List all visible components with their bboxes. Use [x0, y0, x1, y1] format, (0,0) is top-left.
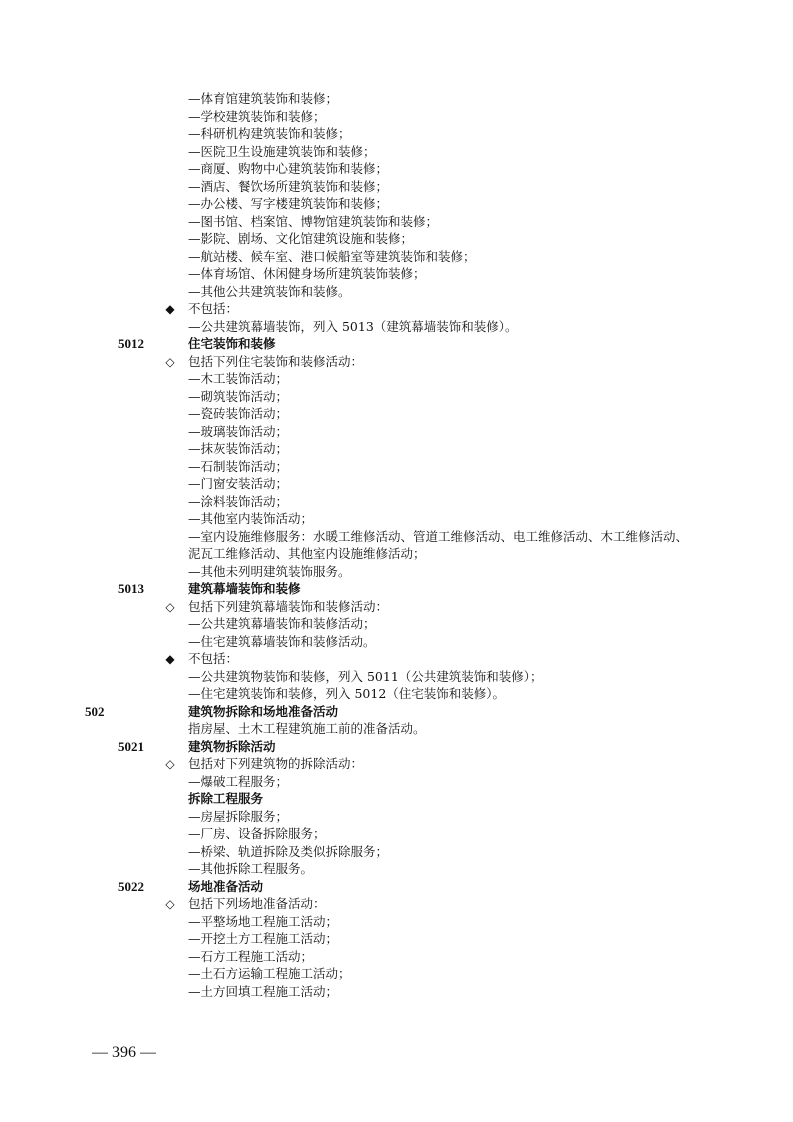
- entry-text: —爆破工程服务；: [188, 773, 289, 789]
- entry-line: [0, 475, 793, 493]
- entry-line: [0, 265, 793, 283]
- entry-line: [0, 685, 793, 703]
- category-heading-row: [0, 580, 793, 598]
- entry-line: [0, 563, 793, 581]
- entry-line: [0, 790, 793, 808]
- category-title: 住宅装饰和装修: [188, 336, 276, 351]
- entry-line: [0, 510, 793, 528]
- entry-line: [0, 318, 793, 336]
- entry-line: [0, 108, 793, 126]
- excludes-diamond-icon: ◆: [165, 652, 175, 666]
- entry-text: —开挖土方工程施工活动；: [188, 931, 339, 946]
- entry-text: —图书馆、档案馆、博物馆建筑装饰和装修；: [188, 213, 439, 229]
- entry-line: [0, 615, 793, 633]
- entry-text: 不包括：: [188, 651, 239, 666]
- category-code: 5021: [118, 738, 144, 754]
- sub-title: 拆除工程服务: [188, 791, 264, 806]
- entry-line: [0, 668, 793, 686]
- entry-text: —酒店、餐饮场所建筑装饰和装修；: [188, 178, 389, 194]
- entry-text: —石方工程施工活动；: [188, 948, 314, 964]
- entry-text: —科研机构建筑装饰和装修；: [188, 126, 351, 141]
- entry-line: [0, 283, 793, 301]
- entry-text: —平整场地工程施工活动；: [188, 913, 339, 929]
- entry-text: —木工装饰活动；: [188, 371, 289, 386]
- entry-line: [0, 370, 793, 388]
- includes-diamond-icon: ◇: [165, 757, 175, 771]
- category-code: 5022: [118, 878, 144, 894]
- entry-line: [0, 528, 793, 546]
- entry-text: —厂房、设备拆除服务；: [188, 826, 326, 841]
- entry-text: —体育馆建筑装饰和装修；: [188, 91, 339, 106]
- entry-line: [0, 423, 793, 441]
- page-number: — 396 —: [92, 1044, 156, 1061]
- entry-text: —涂料装饰活动；: [188, 493, 289, 509]
- entry-line: [0, 808, 793, 826]
- entry-line: [0, 213, 793, 231]
- entry-text: —体育场馆、休闲健身场所建筑装饰装修；: [188, 266, 426, 281]
- entry-text: —公共建筑物装饰和装修，列入 5011（公共建筑装饰和装修）；: [188, 668, 543, 684]
- entry-line: [0, 90, 793, 108]
- entry-line: [0, 860, 793, 878]
- entry-line: [0, 930, 793, 948]
- entry-text: —其他拆除工程服务。: [188, 861, 314, 876]
- excludes-diamond-icon: ◆: [165, 302, 175, 316]
- entry-text: 包括下列住宅装饰和装修活动：: [188, 353, 364, 369]
- category-title: 建筑幕墙装饰和装修: [188, 581, 301, 596]
- entry-line: [0, 755, 793, 773]
- entry-text: —医院卫生设施建筑装饰和装修；: [188, 143, 376, 159]
- includes-diamond-icon: ◇: [165, 897, 175, 911]
- entry-text: —砌筑装饰活动；: [188, 388, 289, 404]
- entry-text: —商厦、购物中心建筑装饰和装修；: [188, 161, 389, 176]
- entry-text: 包括下列建筑幕墙装饰和装修活动：: [188, 598, 389, 614]
- entry-text: —公共建筑幕墙装饰和装修活动；: [188, 616, 376, 631]
- entry-line: [0, 388, 793, 406]
- entry-text: —房屋拆除服务；: [188, 808, 289, 824]
- entry-line: [0, 353, 793, 371]
- entry-text: —航站楼、候车室、港口候船室等建筑装饰和装修；: [188, 248, 476, 264]
- entry-text: —抹灰装饰活动；: [188, 441, 289, 456]
- category-heading-row: [0, 738, 793, 756]
- includes-diamond-icon: ◇: [165, 599, 175, 614]
- entry-line: [0, 178, 793, 196]
- entry-text: —瓷砖装饰活动；: [188, 406, 289, 421]
- entry-text: —影院、剧场、文化馆建筑设施和装修；: [188, 231, 414, 246]
- entry-text: —桥梁、轨道拆除及类似拆除服务；: [188, 843, 389, 859]
- entry-text: —住宅建筑装饰和装修，列入 5012（住宅装饰和装修）。: [188, 686, 506, 701]
- entry-text: 包括下列场地准备活动：: [188, 896, 326, 911]
- entry-text: —其他室内装饰活动；: [188, 511, 314, 526]
- entry-text: —其他公共建筑装饰和装修。: [188, 283, 351, 299]
- entry-line: [0, 248, 793, 266]
- category-title: 建筑物拆除活动: [188, 738, 276, 754]
- entry-line: [0, 160, 793, 178]
- category-title: 场地准备活动: [188, 878, 264, 894]
- entry-text: 包括对下列建筑物的拆除活动：: [188, 756, 364, 771]
- entry-line: [0, 598, 793, 616]
- entry-line: [0, 633, 793, 651]
- entry-line: [0, 300, 793, 318]
- includes-diamond-icon: ◇: [165, 354, 175, 369]
- entry-line: [0, 650, 793, 668]
- entry-text: —公共建筑幕墙装饰，列入 5013（建筑幕墙装饰和装修）。: [188, 318, 518, 334]
- entry-line: [0, 458, 793, 476]
- entry-line: [0, 773, 793, 791]
- entry-line: [0, 843, 793, 861]
- entry-line: [0, 230, 793, 248]
- entry-line: [0, 948, 793, 966]
- category-code: 502: [85, 703, 105, 719]
- entry-text: —土方回填工程施工活动；: [188, 983, 339, 999]
- category-heading-row: [0, 878, 793, 896]
- entry-text: 指房屋、土木工程建筑施工前的准备活动。: [188, 721, 426, 736]
- entry-text: —住宅建筑幕墙装饰和装修活动。: [188, 633, 376, 649]
- entry-text: —办公楼、写字楼建筑装饰和装修；: [188, 196, 389, 211]
- category-heading-row: [0, 335, 793, 353]
- entry-text: —土石方运输工程施工活动；: [188, 966, 351, 981]
- entry-text: —室内设施维修服务：水暖工维修活动、管道工维修活动、电工维修活动、木工维修活动、: [188, 528, 689, 544]
- category-title: 建筑物拆除和场地准备活动: [188, 703, 339, 719]
- entry-text: —门窗安装活动；: [188, 476, 289, 491]
- entry-line: [0, 965, 793, 983]
- entry-line: [0, 493, 793, 511]
- entry-line: [0, 125, 793, 143]
- entry-text: —石制装饰活动；: [188, 458, 289, 474]
- entry-line: [0, 545, 793, 563]
- entry-line: [0, 720, 793, 738]
- entry-line: [0, 405, 793, 423]
- entry-line: [0, 440, 793, 458]
- entry-line: [0, 143, 793, 161]
- category-heading-row: [0, 703, 793, 721]
- entry-line: [0, 825, 793, 843]
- entry-text: —学校建筑装饰和装修；: [188, 108, 326, 124]
- entry-line: [0, 895, 793, 913]
- entry-text: —其他未列明建筑装饰服务。: [188, 563, 351, 579]
- entry-text: —玻璃装饰活动；: [188, 423, 289, 439]
- entry-line: [0, 913, 793, 931]
- category-code: 5012: [118, 336, 144, 351]
- category-code: 5013: [118, 581, 144, 596]
- entry-line: [0, 195, 793, 213]
- entry-line: [0, 983, 793, 1001]
- entry-text: 泥瓦工维修活动、其他室内设施维修活动；: [188, 546, 426, 561]
- entry-text: 不包括：: [188, 301, 239, 316]
